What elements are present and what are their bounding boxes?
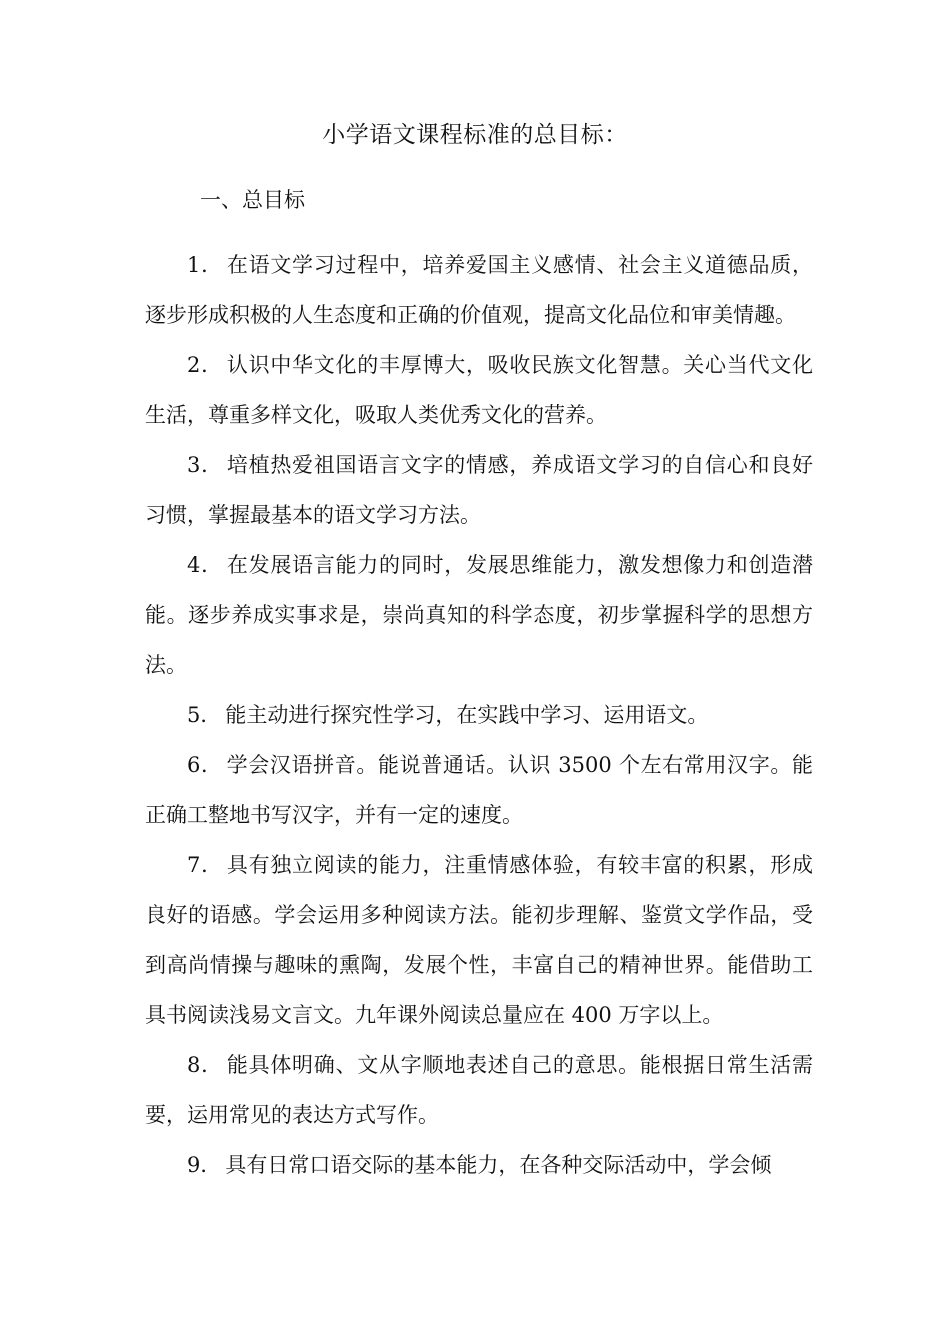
- paragraph-text: 在发展语言能力的同时，发展思维能力，激发想像力和创造潜能。逐步养成实事求是，崇尚真知的科学态度，初步掌握科学的思想方法。: [145, 553, 813, 677]
- document-body: [145, 240, 813, 1190]
- section-heading: 一、总目标: [200, 188, 305, 212]
- paragraph-number: 5．: [187, 703, 222, 727]
- paragraph-text: 能主动进行探究性学习，在实践中学习、运用语文。: [225, 703, 709, 727]
- paragraph-8: [145, 1040, 813, 1140]
- paragraph-number: 8．: [187, 1053, 223, 1077]
- paragraph-7: [145, 840, 813, 1040]
- paragraph-number: 9．: [187, 1153, 222, 1177]
- paragraph-number: 3．: [187, 453, 223, 477]
- paragraph-2: [145, 340, 813, 440]
- paragraph-number: 2．: [187, 353, 223, 377]
- paragraph-number: 4．: [187, 553, 223, 577]
- paragraph-text: 具有日常口语交际的基本能力，在各种交际活动中，学会倾: [225, 1153, 772, 1177]
- paragraph-5: [145, 690, 813, 740]
- paragraph-text: 培植热爱祖国语言文字的情感，养成语文学习的自信心和良好习惯，掌握最基本的语文学习方法。: [145, 453, 813, 527]
- paragraph-text: 在语文学习过程中，培养爱国主义感情、社会主义道德品质，逐步形成积极的人生态度和正确的价值观，提高文化品位和审美情趣。: [145, 253, 813, 327]
- document-title: 小学语文课程标准的总目标：: [322, 122, 628, 148]
- paragraph-text: 能具体明确、文从字顺地表述自己的意思。能根据日常生活需要，运用常见的表达方式写作。: [145, 1053, 813, 1127]
- paragraph-text: 认识中华文化的丰厚博大，吸收民族文化智慧。关心当代文化生活，尊重多样文化，吸取人类优秀文化的营养。: [145, 353, 813, 427]
- paragraph-number: 7．: [187, 853, 223, 877]
- paragraph-4: [145, 540, 813, 690]
- paragraph-9: [145, 1140, 813, 1190]
- paragraph-text: 具有独立阅读的能力，注重情感体验，有较丰富的积累，形成良好的语感。学会运用多种阅读方法。能初步理解、鉴赏文学作品，受到高尚情操与趣味的熏陶，发展个性，丰富自己的精神世界。能借助工具书阅读浅易文言文。九年课外阅读总量应在 400 万字以上。: [145, 853, 813, 1027]
- paragraph-text: 学会汉语拼音。能说普通话。认识 3500 个左右常用汉字。能正确工整地书写汉字，并有一定的速度。: [145, 753, 813, 827]
- paragraph-number: 6．: [187, 753, 223, 777]
- paragraph-1: [145, 240, 813, 340]
- paragraph-number: 1．: [187, 253, 223, 277]
- paragraph-6: [145, 740, 813, 840]
- paragraph-3: [145, 440, 813, 540]
